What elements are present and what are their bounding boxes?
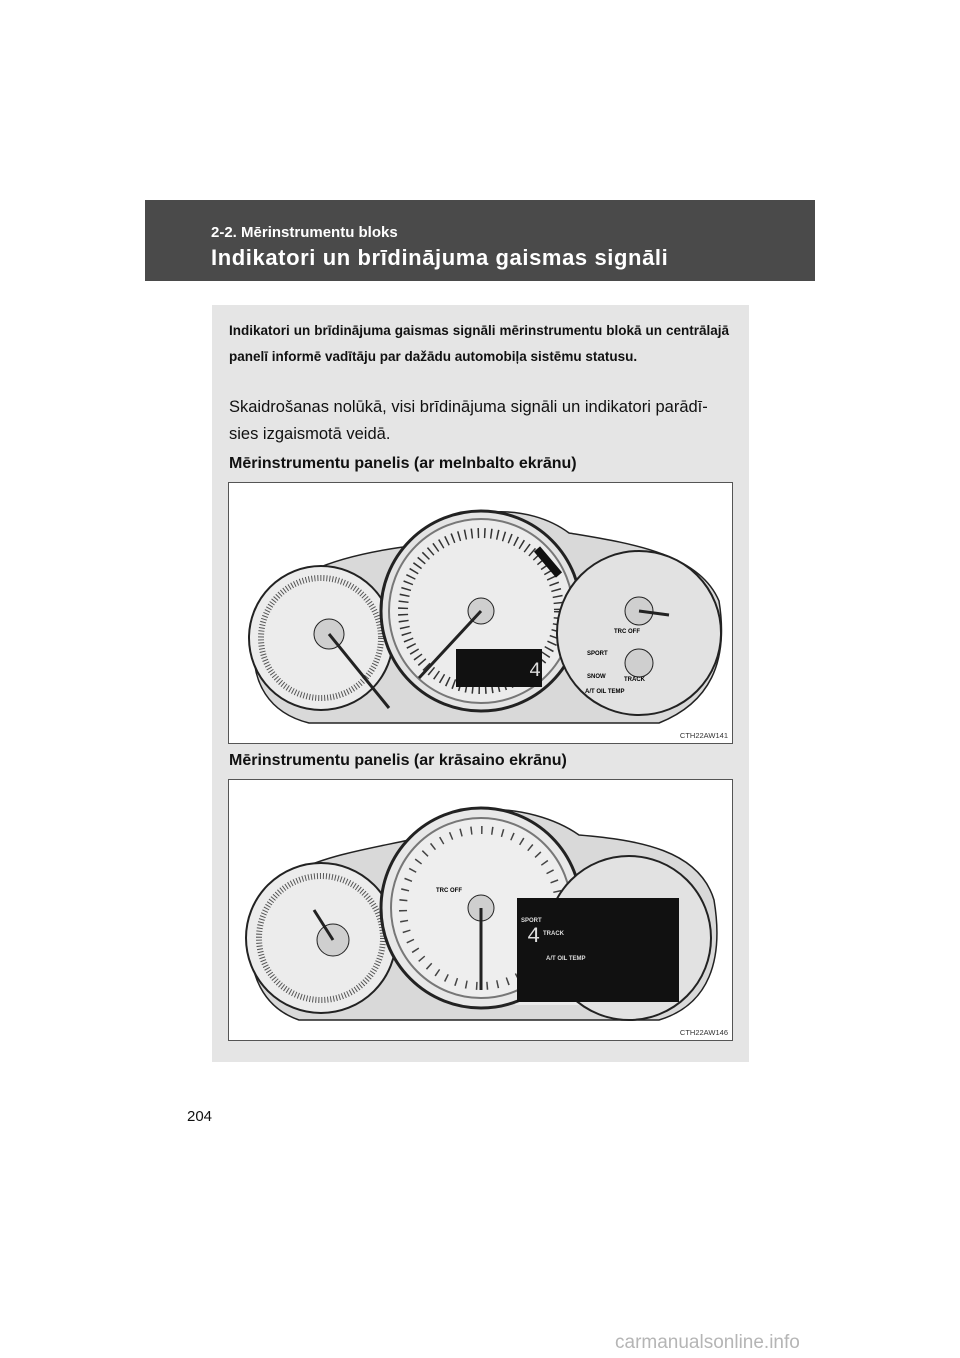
figure-2-caption: Mērinstrumentu panelis (ar krāsaino ekrānu) xyxy=(229,752,567,769)
page-number: 204 xyxy=(187,1108,213,1125)
trc-off-label-2: TRC OFF xyxy=(436,888,462,894)
track-label: TRACK xyxy=(624,677,645,683)
figure-2-color-display xyxy=(228,779,733,1041)
figure-1-caption: Mērinstrumentu panelis (ar melnbalto ekrānu) xyxy=(229,455,577,472)
sport-label-2: SPORT xyxy=(521,918,542,924)
sport-label: SPORT xyxy=(587,651,608,657)
cluster-illustration-2 xyxy=(229,780,732,1040)
figure-2-code: CTH22AW146 xyxy=(679,1028,728,1037)
snow-label: SNOW xyxy=(587,674,606,680)
page-title: Indikatori un brīdinājuma gaismas signāli xyxy=(211,245,669,270)
cluster-illustration-1 xyxy=(229,483,732,743)
gear-indicator: 4 xyxy=(529,660,542,683)
section-header xyxy=(145,200,815,281)
figure-1-mono-display xyxy=(228,482,733,744)
trc-off-label: TRC OFF xyxy=(614,629,640,635)
at-oil-temp-label: A/T OIL TEMP xyxy=(585,689,625,695)
gear-indicator-2: 4 xyxy=(527,924,541,949)
at-oil-temp-label-2: A/T OIL TEMP xyxy=(546,956,586,962)
intro-text: Indikatori un brīdinājuma gaismas signāli mērinstrumentu blokā un centrālajā panelī informē vadītāju par dažādu automobiļa sistēmu statusu. xyxy=(229,323,729,364)
track-label-2: TRACK xyxy=(543,931,564,937)
explanation-paragraph: Skaidrošanas nolūkā, visi brīdinājuma signāli un indikatori parādī-sies izgaismotā veidā. xyxy=(229,398,708,443)
section-label: 2-2. Mērinstrumentu bloks xyxy=(211,224,398,241)
watermark[interactable]: carmanualsonline.info xyxy=(615,1332,800,1353)
figure-1-code: CTH22AW141 xyxy=(679,731,728,740)
